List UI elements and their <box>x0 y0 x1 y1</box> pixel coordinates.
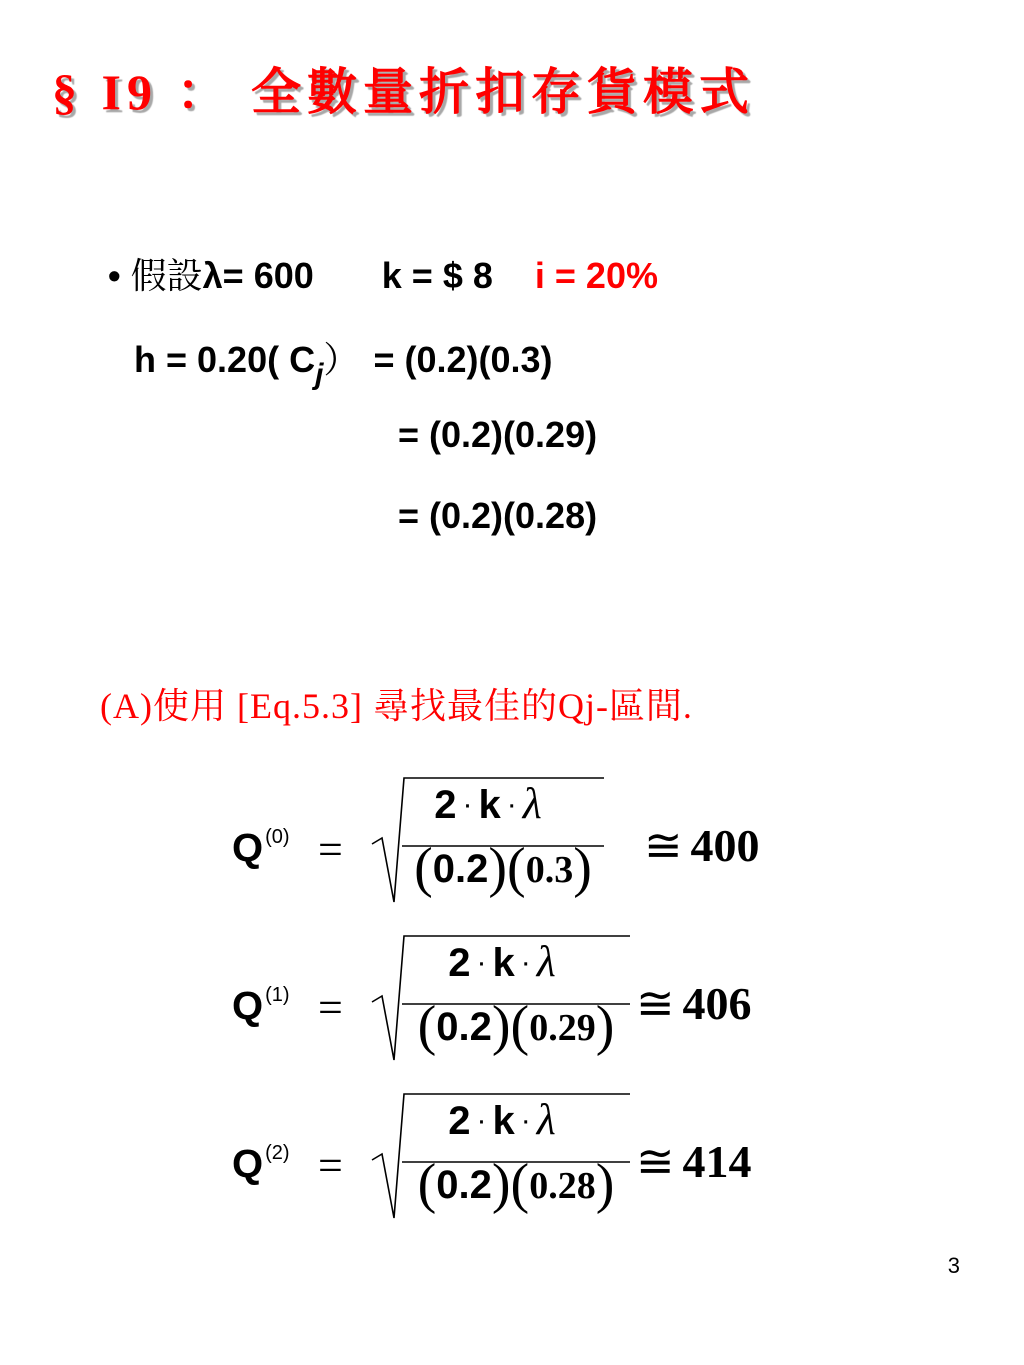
denominator: (0.2)(0.3) <box>414 837 592 899</box>
equals-sign: = <box>318 983 343 1032</box>
result: ≅ 406 <box>636 978 752 1029</box>
q-symbol: Q $^{(1)}$ <box>232 984 290 1028</box>
section-heading: (A)使用 [Eq.5.3] 尋找最佳的Qj-區間. <box>100 686 693 726</box>
slide-title: § I9 ： 全數量折扣存貨模式 <box>52 64 755 120</box>
h-prefix: h = 0.20( C <box>134 339 316 380</box>
i-value: i = 20% <box>534 255 658 296</box>
assume-label: 假設 <box>130 255 203 296</box>
result: ≅ 414 <box>636 1136 752 1187</box>
q-superscript: (2) <box>265 1142 290 1164</box>
h-subscript: j <box>315 358 324 391</box>
equals-sign: = <box>318 1141 343 1190</box>
h-eq-3: = (0.2)(0.28) <box>398 495 598 536</box>
given-line-2 <box>134 332 553 392</box>
given-line-1 <box>108 248 658 299</box>
h-eq-1: = (0.2)(0.3) <box>373 339 553 380</box>
q-superscript: (1) <box>265 984 290 1006</box>
h-eq-2: = (0.2)(0.29) <box>398 414 598 455</box>
equals-sign: = <box>318 825 343 874</box>
numerator: 2 · k · λ <box>434 779 542 828</box>
q-superscript: (0) <box>265 826 290 848</box>
lambda-value: λ= 600 <box>202 255 314 296</box>
h-close: ） <box>323 339 360 380</box>
k-value: k = $ 8 <box>381 255 493 296</box>
denominator: (0.2)(0.28) <box>417 1153 615 1215</box>
denominator: (0.2)(0.29) <box>417 995 615 1057</box>
result: ≅ 400 <box>644 820 760 871</box>
numerator: 2 · k · λ <box>448 1095 556 1144</box>
q-symbol: Q $^{(2)}$ <box>232 1142 290 1186</box>
numerator: 2 · k · λ <box>448 937 556 986</box>
page-number: 3 <box>947 1253 960 1278</box>
bullet: • <box>108 255 121 296</box>
q-symbol: Q $^{(0)}$ <box>232 826 290 870</box>
